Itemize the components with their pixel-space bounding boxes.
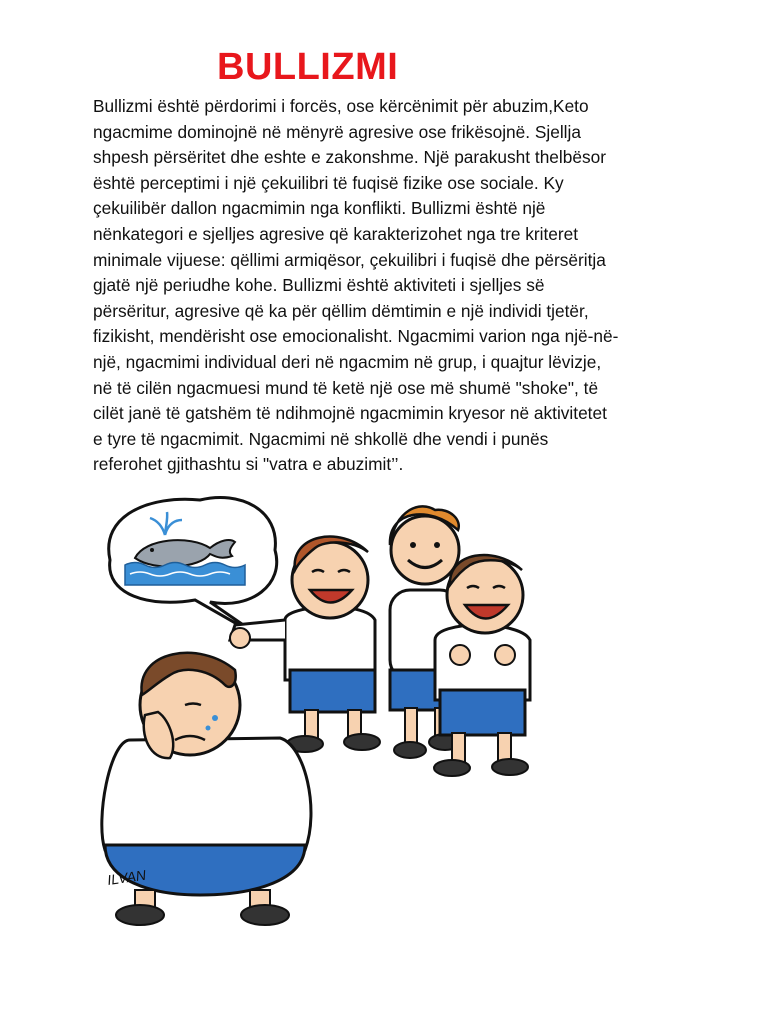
water-waves	[125, 563, 245, 586]
text-line: minimale vijuese: qëllimi armiqësor, çekuilibri i fuqisë dhe përsëritja	[93, 249, 606, 270]
text-line: ngacmime dominojnë në mënyrë agresive ose frikësojnë. Sjellja	[93, 121, 581, 142]
text-line: përsëritur, agresive që ka për qëllim dëmtimin e një individi tjetër,	[93, 300, 589, 321]
text-line: gjatë një periudhe kohe. Bullizmi është aktiviteti i sjelljes së	[93, 275, 545, 296]
text-line: nënkategori e sjelljes agresive që karakterizohet nga tre kriteret	[93, 223, 579, 244]
text-line: është perceptimi i një çekuilibri të fuqisë fizike ose sociale. Ky	[93, 172, 564, 193]
illustration-signature: ILVAN	[106, 866, 147, 888]
text-line: shpesh përsëritet dhe eshte e zakonshme. Një parakusht thelbësor	[93, 147, 606, 168]
body-paragraph	[93, 94, 683, 478]
text-line: referohet gjithashtu si "vatra e abuzimit’’.	[93, 454, 404, 475]
document-title: BULLIZMI	[217, 46, 399, 88]
text-line: një, ngacmimi individual deri në ngacmim në grup, i quajtur lëvizje,	[93, 351, 602, 372]
text-line: fizikisht, mendërisht ose emocionalisht. Ngacmimi varion nga një-në-	[93, 326, 619, 347]
thought-bubble	[109, 497, 277, 640]
bullying-illustration	[90, 490, 570, 940]
text-line: në të cilën ngacmuesi mund të ketë një ose më shumë "shoke", të	[93, 377, 599, 398]
text-line: Bullizmi është përdorimi i forcës, ose kërcënimit për abuzim,Keto	[93, 96, 589, 116]
text-line: çekuilibër dallon ngacmimin nga konflikti. Bullizmi është një	[93, 198, 546, 219]
text-line: cilët janë të gatshëm të ndihmojnë ngacmimin kryesor në aktivitetet	[93, 403, 607, 424]
text-line: e tyre të ngacmimit. Ngacmimi në shkollë dhe vendi i punës	[93, 428, 549, 449]
